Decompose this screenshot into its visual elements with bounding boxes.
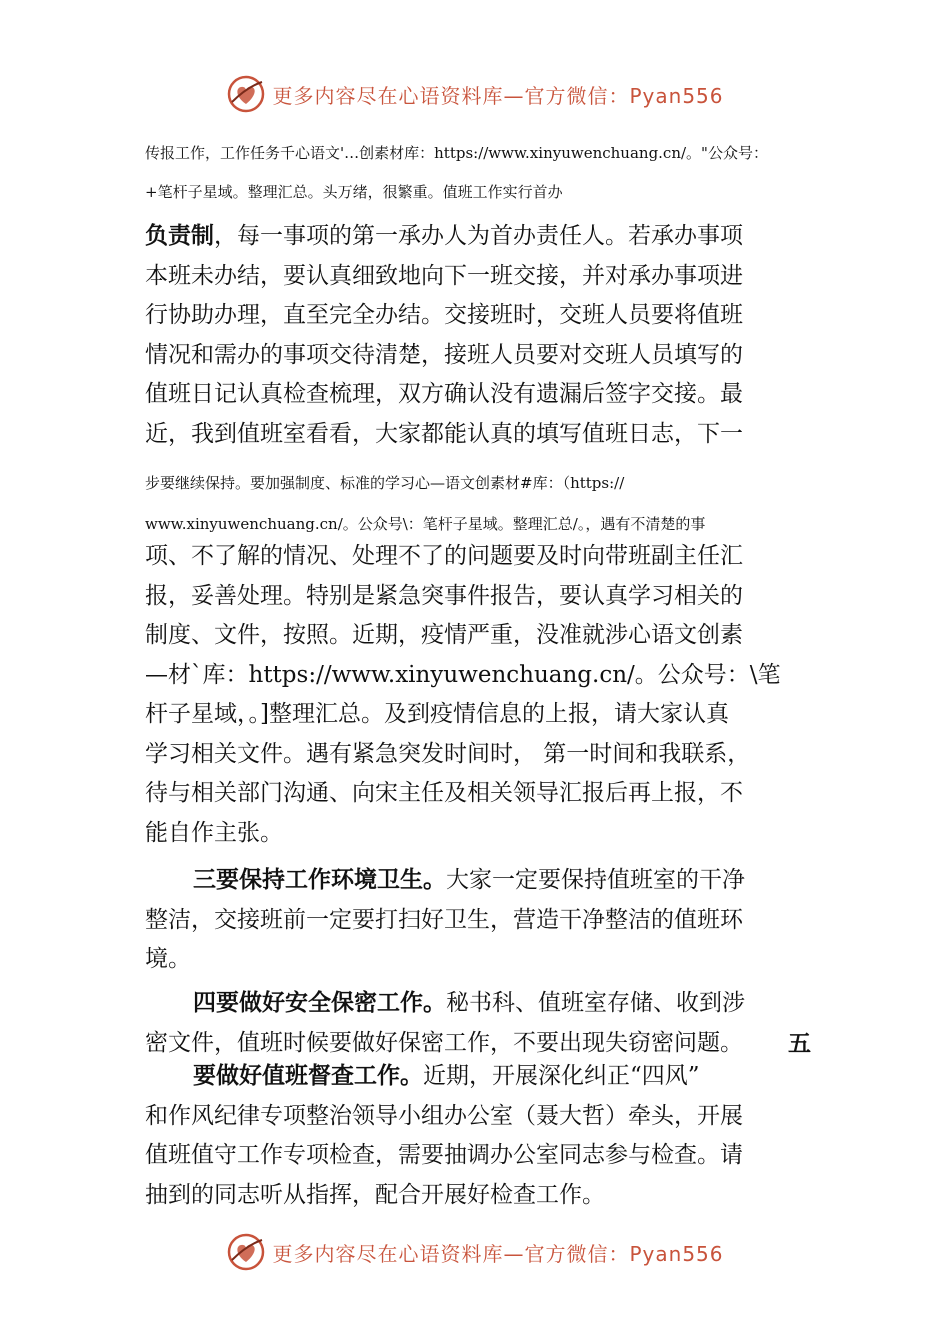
paragraph-duty-responsibility — [145, 217, 825, 454]
wechat-id: Pyan556 — [629, 1241, 724, 1266]
text-line: —材`库：https://www.xinyuwenchuang.cn/。公众号：\笔 — [145, 661, 781, 688]
text-line: 近，我到值班室看看，大家都能认真的填写值班日志，下一 — [145, 420, 743, 447]
paragraph-hygiene — [145, 861, 825, 980]
text-line: 情况和需办的事项交待清楚，接班人员要对交班人员填写的 — [145, 341, 743, 368]
text-line: 境。 — [145, 946, 191, 972]
text-line: 待与相关部门沟通、向宋主任及相关领导汇报后再上报，不 — [145, 780, 743, 806]
section-number-five: 五 — [788, 1031, 811, 1057]
heart-swirl-logo-icon — [226, 1232, 266, 1272]
paragraph-reporting — [145, 537, 825, 853]
text-line: 本班未办结，要认真细致地向下一班交接，并对承办事项进 — [145, 262, 743, 289]
text-line: 值班值守工作专项检查，需要抽调办公室同志参与检查。请 — [145, 1142, 743, 1168]
text-line: 和作风纪律专项整治领导小组办公室（聂大哲）牵头，开展 — [145, 1102, 743, 1129]
bold-heading: 负责制 — [145, 223, 214, 249]
text-line: 抽到的同志听从指挥，配合开展好检查工作。 — [145, 1181, 605, 1208]
paragraph-security — [145, 984, 825, 1063]
text-line: 值班日记认真检查梳理，双方确认没有遗漏后签字交接。最 — [145, 381, 743, 407]
text-line: 能自作主张。 — [145, 819, 283, 846]
wechat-id: Pyan556 — [629, 83, 724, 108]
text-line: 四要做好安全保密工作。秘书科、值班室存储、收到涉 — [193, 990, 745, 1016]
small-line-3: 步要继续保持。要加强制度、标准的学习心—语文创素材#库：（https:// — [145, 474, 625, 492]
text-line: 要做好值班督查工作。近期，开展深化纠正“四风” — [193, 1063, 700, 1089]
text-line: 三要保持工作环境卫生。大家一定要保持值班室的干净 — [193, 867, 745, 893]
banner-text: 更多内容尽在心语资料库—官方微信：Pyan556 — [272, 1241, 724, 1266]
footer-banner — [0, 1230, 950, 1274]
header-banner — [0, 72, 950, 116]
small-line-4: www.xinyuwenchuang.cn/。公众号\：笔杆子星域。整理汇总/。，遇有不清楚的事 — [145, 515, 706, 533]
bold-heading: 四要做好安全保密工作。 — [193, 990, 446, 1016]
text-line: 制度、文件，按照。近期，疫情严重，没准就涉心语文创素 — [145, 622, 743, 648]
small-line-1: 传报工作，工作任务千心语文'…创素材库：https://www.xinyuwenchuang.cn/。"公众号： — [145, 144, 768, 162]
bold-heading: 三要保持工作环境卫生。 — [193, 867, 446, 893]
text-line: 整洁，交接班前一定要打扫好卫生，营造干净整洁的值班环 — [145, 906, 743, 933]
text-line: 项、不了解的情况、处理不了的问题要及时向带班副主任汇 — [145, 543, 743, 569]
text-line: 学习相关文件。遇有紧急突发时间时， 第一时间和我联系， — [145, 740, 751, 767]
heart-swirl-logo-icon — [226, 74, 266, 114]
text-line: 报，妥善处理。特别是紧急突事件报告，要认真学习相关的 — [145, 582, 743, 609]
text-line: 负责制，每一事项的第一承办人为首办责任人。若承办事项 — [145, 223, 743, 249]
text-line: 杆子星域，。]整理汇总。及到疫情信息的上报，请大家认真 — [145, 701, 729, 727]
small-line-2: +笔杆子星域。整理汇总。头万绪，很繁重。值班工作实行首办 — [145, 183, 563, 201]
bold-heading: 要做好值班督查工作。 — [193, 1063, 423, 1089]
banner-text: 更多内容尽在心语资料库—官方微信：Pyan556 — [272, 83, 724, 108]
text-line: 密文件，值班时候要做好保密工作，不要出现失窃密问题。 — [145, 1029, 743, 1056]
text-line: 行协助办理，直至完全办结。交接班时，交班人员要将值班 — [145, 302, 743, 328]
paragraph-inspection — [145, 1057, 825, 1215]
